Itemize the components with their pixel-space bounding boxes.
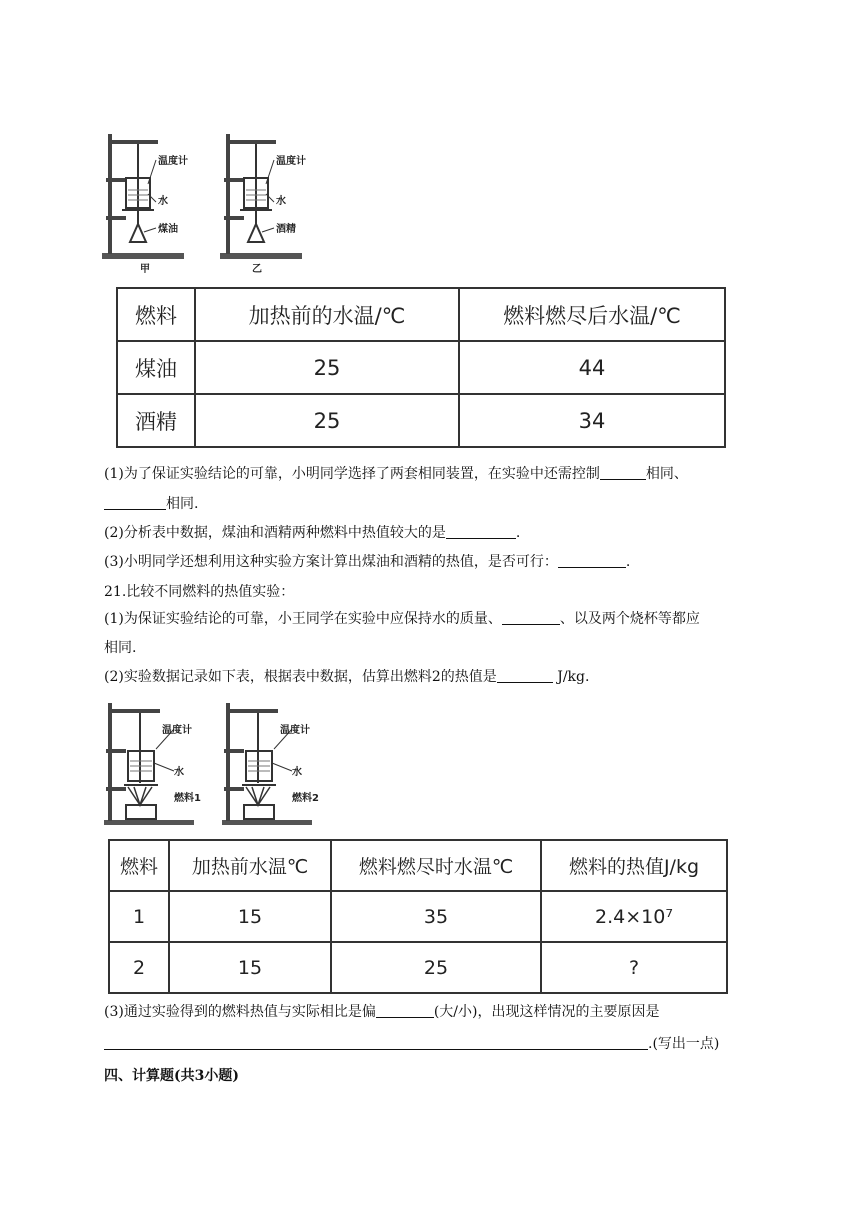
- q20-part2: (2)分析表中数据，煤油和酒精两种燃料中热值较大的是 .: [104, 525, 521, 541]
- table-cell: 25: [195, 341, 459, 394]
- q21-part1: (1)为保证实验结论的可靠，小王同学在实验中应保持水的质量、 、以及两个烧杯等都应: [104, 611, 700, 627]
- table-cell: 34: [459, 394, 725, 447]
- apparatus-right: [220, 134, 306, 275]
- table-cell: 酒精: [117, 394, 195, 447]
- fuel-label: 燃料1: [174, 793, 201, 804]
- fuel-temperature-table-1: [116, 287, 726, 448]
- q21-part1-cont: 相同.: [104, 640, 137, 656]
- thermometer-label: 温度计: [276, 156, 306, 167]
- q20-part1-cont: 相同.: [104, 494, 756, 514]
- table-row: [109, 942, 727, 993]
- table-cell: 煤油: [117, 341, 195, 394]
- answer-blank[interactable]: [600, 465, 646, 480]
- fuel-label: 酒精: [276, 224, 296, 235]
- answer-blank[interactable]: [104, 495, 166, 510]
- table-cell: 25: [331, 942, 541, 993]
- answer-blank[interactable]: [446, 524, 516, 539]
- answer-blank[interactable]: [376, 1003, 434, 1018]
- table-header-row: [117, 288, 725, 341]
- table-header-cell: 燃料: [109, 840, 169, 891]
- water-label: 水: [174, 767, 184, 778]
- table-cell: 35: [331, 891, 541, 942]
- table-cell: 15: [169, 942, 331, 993]
- table-cell: 1: [109, 891, 169, 942]
- apparatus-figure-2: [100, 697, 340, 829]
- table-header-row: [109, 840, 727, 891]
- table-header-cell: 燃料燃尽时水温℃: [331, 840, 541, 891]
- q21-part2: (2)实验数据记录如下表，根据表中数据，估算出燃料2的热值是 J/kg.: [104, 669, 590, 685]
- water-label: 水: [276, 196, 286, 207]
- figure-caption: 乙: [252, 264, 262, 275]
- q21-part3-cont: .(写出一点): [104, 1034, 756, 1054]
- table-cell: ?: [541, 942, 727, 993]
- thermometer-label: 温度计: [158, 156, 188, 167]
- apparatus-right: [222, 703, 319, 825]
- table-header-cell: 燃料的热值J/kg: [541, 840, 727, 891]
- apparatus-figure-1: [100, 128, 340, 276]
- q20-part3: (3)小明同学还想利用这种实验方案计算出煤油和酒精的热值，是否可行： .: [104, 554, 631, 570]
- table-header-cell: 燃料: [117, 288, 195, 341]
- table-cell: 44: [459, 341, 725, 394]
- table-header-cell: 燃料燃尽后水温/℃: [459, 288, 725, 341]
- section-heading: 四、计算题(共3小题): [104, 1068, 239, 1084]
- answer-blank[interactable]: [558, 553, 626, 568]
- q21-title: 21.比较不同燃料的热值实验：: [104, 584, 295, 600]
- thermometer-label: 温度计: [280, 725, 310, 736]
- table-row: [109, 891, 727, 942]
- fuel-label: 煤油: [158, 224, 178, 235]
- q21-part3: (3)通过实验得到的燃料热值与实际相比是偏 (大/小)，出现这样情况的主要原因是: [104, 1004, 660, 1020]
- table-cell: 2.4×10⁷: [541, 891, 727, 942]
- fuel-label: 燃料2: [292, 793, 319, 804]
- table-row: [117, 341, 725, 394]
- table-header-cell: 加热前的水温/℃: [195, 288, 459, 341]
- table-cell: 2: [109, 942, 169, 993]
- table-header-cell: 加热前水温℃: [169, 840, 331, 891]
- apparatus-left: [102, 134, 188, 275]
- table-row: [117, 394, 725, 447]
- fuel-heat-value-table-2: [108, 839, 728, 994]
- answer-blank[interactable]: [502, 610, 560, 625]
- answer-blank[interactable]: [497, 668, 553, 683]
- apparatus-left: [104, 703, 201, 825]
- q20-part1: (1)为了保证实验结论的可靠，小明同学选择了两套相同装置，在实验中还需控制 相同、: [104, 466, 688, 482]
- thermometer-label: 温度计: [162, 725, 192, 736]
- figure-caption: 甲: [140, 264, 150, 275]
- water-label: 水: [292, 767, 302, 778]
- answer-blank[interactable]: [104, 1035, 648, 1050]
- water-label: 水: [158, 196, 168, 207]
- table-cell: 25: [195, 394, 459, 447]
- table-cell: 15: [169, 891, 331, 942]
